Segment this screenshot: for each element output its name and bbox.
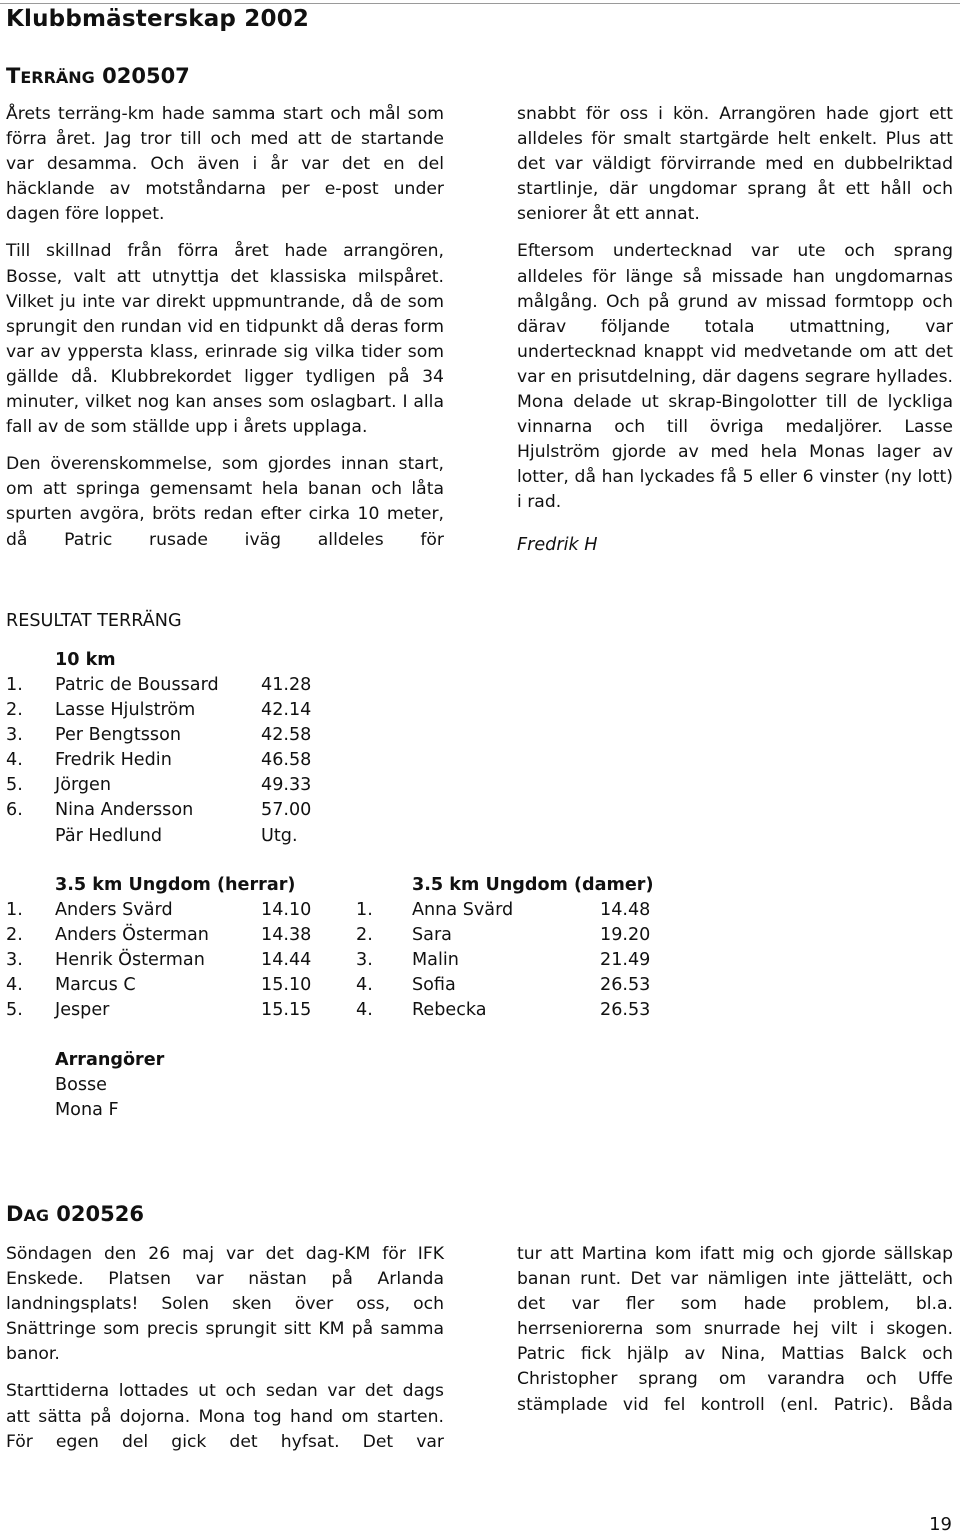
section-heading-dag: DAG 020526 — [6, 1202, 144, 1226]
section2-left-column — [6, 1242, 444, 1455]
results-heading: RESULTAT TERRÄNG — [6, 611, 182, 631]
organizer-name: Bosse — [55, 1075, 107, 1096]
organizer-name: Mona F — [55, 1100, 119, 1121]
section2-right-column — [517, 1242, 953, 1418]
table-row: 4. Rebecka 26.53 — [356, 1000, 651, 1021]
signature: Fredrik H — [517, 535, 598, 555]
results-youth-women-table — [356, 898, 670, 1023]
results-10km-table — [6, 673, 331, 849]
table-row: 3. Malin 21.49 — [356, 950, 651, 971]
results-youth-women-title: 3.5 km Ungdom (damer) — [412, 875, 654, 895]
paragraph: Eftersom undertecknad var ute och sprang alldeles för länge så missade han ungdomarnas målgång. Och på grund av missad formtopp och därav följande totala utmattning, var undertecknad knappt vid medvetande om att det var en prisutdelning, där dagens segrare hyllades. Mona delade ut skrap-Bingolotter till de lyckliga vinnarna och till övriga medaljörer. Lasse Hjulström gjorde av med hela Monas lager av lotter, då han lyckades få 5 eller 6 vinster (ny lott) i rad. — [517, 241, 953, 513]
table-row: 5. Jesper 15.15 — [6, 1000, 312, 1021]
table-row: 4. Marcus C 15.10 — [6, 975, 312, 996]
paragraph: Årets terräng-km hade samma start och mål som förra året. Jag tror till och med att de startande var desamma. Och även i år var det en del häcklande av motståndarna per e-post under dagen före loppet. — [6, 104, 444, 225]
table-row: 2. Lasse Hjulström 42.14 — [6, 700, 312, 721]
table-row: 1. Anna Svärd 14.48 — [356, 900, 651, 920]
table-row: 4. Fredrik Hedin 46.58 — [6, 750, 312, 771]
results-10km-title: 10 km — [55, 650, 116, 670]
paragraph: tur att Martina kom ifatt mig och gjorde sällskap banan runt. Det var nämligen inte jättelätt, och det var fler som hade problem, bl.a. herrseniorerna som snurrade hej vilt i skogen. Patric fick hjälp av Nina, Mattias Balck och Christopher sprang om varandra och Uffe stämplade vid fel kontroll (enl. Patric). Båda — [517, 1244, 953, 1415]
page-title: Klubbmästerskap 2002 — [6, 6, 310, 32]
results-youth-men-table — [6, 898, 331, 1023]
page-number: 19 — [929, 1514, 952, 1535]
organizers-title: Arrangörer — [55, 1050, 165, 1070]
table-row: 5. Jörgen 49.33 — [6, 775, 312, 796]
table-row: 3. Henrik Österman 14.44 — [6, 950, 312, 971]
results-youth-men-title: 3.5 km Ungdom (herrar) — [55, 875, 296, 895]
paragraph: snabbt för oss i kön. Arrangören hade gjort ett alldeles för smalt startgärde helt enkelt. Plus att det var väldigt förvirrande med en dubbelriktad startlinje, där ungdomar sprang åt ett håll och seniorer åt ett annat. — [517, 104, 953, 225]
table-row: 3. Per Bengtsson 42.58 — [6, 725, 312, 746]
section-heading-terrang: TERRÄNG 020507 — [6, 64, 190, 88]
table-row: 4. Sofia 26.53 — [356, 975, 651, 996]
section1-right-column — [517, 102, 953, 528]
section1-left-column — [6, 102, 444, 553]
paragraph: Till skillnad från förra året hade arrangören, Bosse, valt att utnyttja det klassiska milspåret. Vilket ju inte var direkt uppmuntrande, då de som sprungit den rundan vid en tidpunkt då deras form var av yppersta klass, erinrade sig vilka tider som gällde då. Klubbrekordet ligger tydligen på 34 minuter, vilket nog kan anses som oslagbart. I alla fall av de som ställde upp i årets upplaga. — [6, 241, 444, 438]
table-row: 1. Anders Svärd 14.10 — [6, 900, 312, 920]
organizers-block — [55, 1048, 164, 1123]
header-rule — [0, 3, 960, 4]
table-row: Pär Hedlund Utg. — [55, 825, 298, 846]
table-row: 2. Anders Österman 14.38 — [6, 925, 312, 946]
paragraph: Starttiderna lottades ut och sedan var det dags att sätta på dojorna. Mona tog hand om starten. För egen del gick det hyfsat. Det var — [6, 1381, 444, 1452]
table-row: 6. Nina Andersson 57.00 — [6, 800, 312, 821]
table-row: 1. Patric de Boussard 41.28 — [6, 675, 312, 695]
paragraph: Den överenskommelse, som gjordes innan start, om att springa gemensamt hela banan och låta spurten avgöra, bröts redan efter cirka 10 meter, då Patric rusade iväg alldeles för — [6, 454, 444, 550]
table-row: 2. Sara 19.20 — [356, 925, 651, 946]
paragraph: Söndagen den 26 maj var det dag-KM för IFK Enskede. Platsen var nästan på Arlanda landningsplats! Solen sken över oss, och Snättringe som precis sprungit sitt KM på samma banor. — [6, 1244, 444, 1365]
